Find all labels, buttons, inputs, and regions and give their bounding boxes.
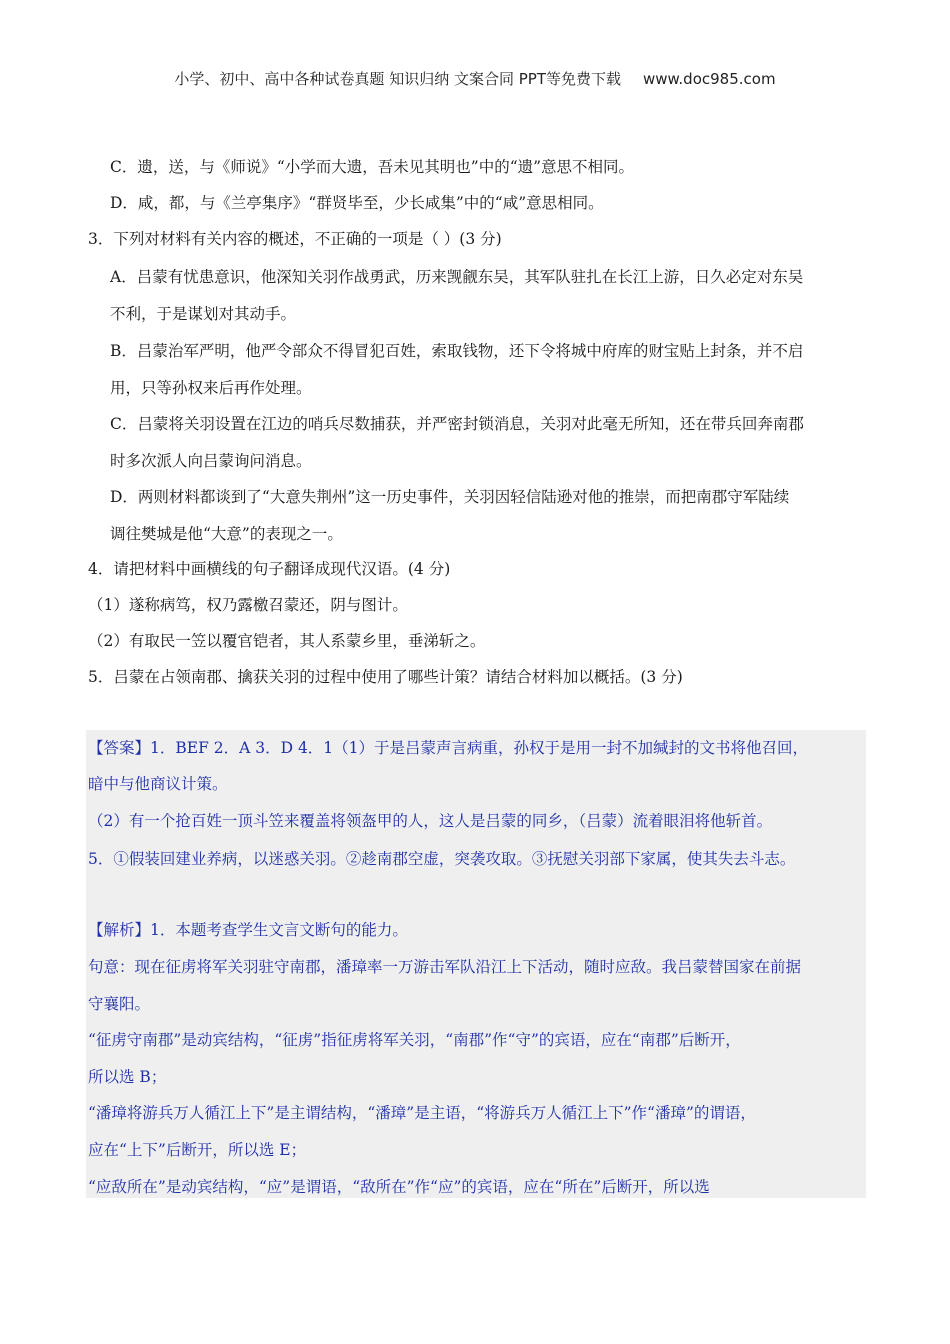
q3-option-c-line2: 时多次派人向吕蒙询问消息。 [110,452,312,470]
analysis-line-8: “应敌所在”是动宾结构，“应”是谓语，“敌所在”作“应”的宾语，应在“所在”后断开，所以选 [88,1178,710,1196]
page-header [0,68,950,89]
q3-option-d-line2: 调往樊城是他“大意”的表现之一。 [110,525,343,543]
answer-line-1: 【答案】1．BEF 2．A 3．D 4．1（1）于是吕蒙声言病重，孙权于是用一封不加缄封的文书将他召回， [88,739,809,757]
header-url[interactable]: www.doc985.com [642,70,776,88]
q3-option-b-line2: 用，只等孙权来后再作处理。 [110,379,312,397]
analysis-line-3: 守襄阳。 [88,995,151,1013]
analysis-line-6: “潘璋将游兵万人循江上下”是主谓结构，“潘璋”是主语，“将游兵万人循江上下”作“潘璋”的谓语， [88,1104,756,1122]
q4-sentence-1: （1）遂称病笃，权乃露檄召蒙还，阴与图计。 [88,596,408,614]
q4-stem: 4．请把材料中画横线的句子翻译成现代汉语。(4 分) [88,560,451,578]
q3-option-a-line1: A．吕蒙有忧患意识，他深知关羽作战勇武，历来觊觎东吴，其军队驻扎在长江上游，日久必定对东吴 [110,268,804,286]
analysis-line-1: 【解析】1．本题考查学生文言文断句的能力。 [88,921,408,939]
q3-option-d-line1: D．两则材料都谈到了“大意失荆州”这一历史事件，关羽因轻信陆逊对他的推崇，而把南郡守军陆续 [110,488,790,506]
q4-sentence-2: （2）有取民一笠以覆官铠者，其人系蒙乡里，垂涕斩之。 [88,632,486,650]
analysis-line-4: “征虏守南郡”是动宾结构，“征虏”指征虏将军关羽，“南郡”作“守”的宾语，应在“南郡”后断开， [88,1031,741,1049]
header-text: 小学、初中、高中各种试卷真题 知识归纳 文案合同 PPT等免费下载 [174,70,621,88]
q5-stem: 5．吕蒙在占领南郡、擒获关羽的过程中使用了哪些计策？请结合材料加以概括。(3 分) [88,668,683,686]
q3-stem: 3．下列对材料有关内容的概述，不正确的一项是（ ）(3 分) [88,230,502,248]
analysis-line-5: 所以选 B； [88,1068,167,1086]
answer-line-4: 5．①假装回建业养病，以迷惑关羽。②趁南郡空虚，突袭攻取。③抚慰关羽部下家属，使其失去斗志。 [88,850,796,868]
answer-line-3: （2）有一个抢百姓一顶斗笠来覆盖将领盔甲的人，这人是吕蒙的同乡，（吕蒙）流着眼泪将他斩首。 [88,812,773,830]
q2-option-d: D．咸，都，与《兰亭集序》“群贤毕至，少长咸集”中的“咸”意思相同。 [110,194,604,212]
analysis-line-7: 应在“上下”后断开，所以选 E； [88,1141,307,1159]
q3-option-a-line2: 不利，于是谋划对其动手。 [110,305,297,323]
analysis-line-2: 句意：现在征虏将军关羽驻守南郡，潘璋率一万游击军队沿江上下活动，随时应敌。我吕蒙替国家在前据 [88,958,802,976]
q3-option-b-line1: B．吕蒙治军严明，他严令部众不得冒犯百姓，索取钱物，还下令将城中府库的财宝贴上封条，并不启 [110,342,804,360]
q3-option-c-line1: C．吕蒙将关羽设置在江边的哨兵尽数捕获，并严密封锁消息，关羽对此毫无所知，还在带兵回奔南郡 [110,415,804,433]
q2-option-c: C．遗，送，与《师说》“小学而大遗，吾未见其明也”中的“遗”意思不相同。 [110,158,635,176]
answer-line-2: 暗中与他商议计策。 [88,775,228,793]
